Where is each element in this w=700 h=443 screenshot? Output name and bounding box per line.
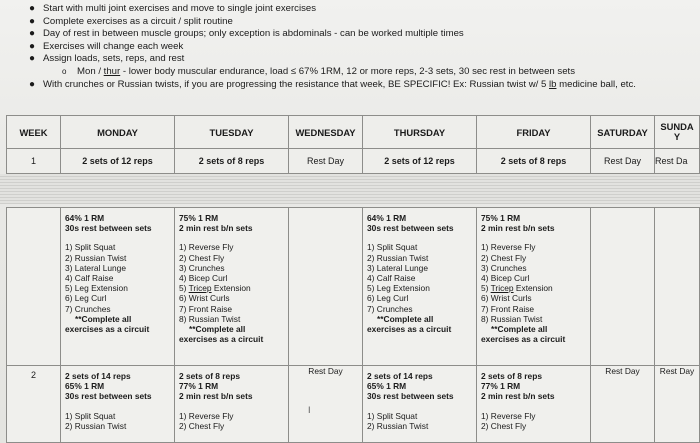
friday-cell: 75% 1 RM 2 min rest b/n sets 1) Reverse Fly 2) Chest Fly 3) Crunches 4) Bicep Curl 5) Tricep Extension 6) Wrist Curls 7) Front Raise 8) Russian Twist **Complete all exercises as a circuit <box>477 208 591 366</box>
header-monday: MONDAY <box>61 116 175 149</box>
table-row <box>7 208 700 366</box>
monday-cell: 64% 1 RM 30s rest between sets 1) Split Squat 2) Russian Twist 3) Lateral Lunge 4) Calf Raise 5) Leg Extension 6) Leg Curl 7) Crunches **Complete all exercises as a circuit <box>61 208 175 366</box>
bullet-icon: ● <box>29 28 36 40</box>
header-week: WEEK <box>7 116 61 149</box>
wednesday-cell <box>289 208 363 366</box>
bullet-item: ● Day of rest in between muscle groups; only exception is abdominals - can be worked multiple times <box>29 28 464 40</box>
tuesday-cell: 2 sets of 8 reps 77% 1 RM 2 min rest b/n sets 1) Reverse Fly 2) Chest Fly <box>175 366 289 443</box>
week-cell <box>7 208 61 366</box>
sub-bullet-item: o Mon / thur - lower body muscular endurance, load ≤ 67% 1RM, 12 or more reps, 2-3 sets, 30 sec rest in between sets <box>62 65 576 77</box>
header-friday: FRIDAY <box>477 116 591 149</box>
summary-saturday: Rest Day <box>591 149 655 174</box>
bullet-icon: ● <box>29 40 36 52</box>
schedule-detail-table <box>6 207 700 443</box>
header-tuesday: TUESDAY <box>175 116 289 149</box>
instruction-list <box>0 3 700 91</box>
summary-sunday: Rest Da <box>655 149 700 174</box>
bullet-icon: ● <box>29 15 36 27</box>
saturday-cell <box>591 208 655 366</box>
summary-monday: 2 sets of 12 reps <box>61 149 175 174</box>
header-saturday: SATURDAY <box>591 116 655 149</box>
bullet-icon: ● <box>29 3 36 14</box>
summary-wednesday: Rest Day <box>289 149 363 174</box>
summary-thursday: 2 sets of 12 reps <box>363 149 477 174</box>
monday-cell: 2 sets of 14 reps 65% 1 RM 30s rest between sets 1) Split Squat 2) Russian Twist <box>61 366 175 443</box>
sunday-cell: Rest Day <box>655 366 700 443</box>
thursday-cell: 64% 1 RM 30s rest between sets 1) Split Squat 2) Russian Twist 3) Lateral Lunge 4) Calf Raise 5) Leg Extension 6) Leg Curl 7) Crunches **Complete all exercises as a circuit <box>363 208 477 366</box>
thursday-cell: 2 sets of 14 reps 65% 1 RM 30s rest between sets 1) Split Squat 2) Russian Twist <box>363 366 477 443</box>
header-sunday: SUNDA Y <box>655 116 700 149</box>
bullet-item: ● Exercises will change each week <box>29 40 184 52</box>
bullet-item: ● With crunches or Russian twists, if you are progressing the resistance that week, BE SPECIFIC! Ex: Russian twist w/ 5 lb medicine ball, etc. <box>29 78 636 90</box>
table-row <box>7 366 700 443</box>
bullet-item: ● Assign loads, sets, reps, and rest <box>29 53 185 65</box>
summary-tuesday: 2 sets of 8 reps <box>175 149 289 174</box>
bullet-icon: ● <box>29 78 36 90</box>
circle-bullet-icon: o <box>62 66 67 76</box>
schedule-header-table <box>6 115 700 174</box>
page-gap <box>0 174 700 204</box>
bullet-icon: ● <box>29 53 36 65</box>
week-number: 2 <box>7 366 61 443</box>
tuesday-cell: 75% 1 RM 2 min rest b/n sets 1) Reverse Fly 2) Chest Fly 3) Crunches 4) Bicep Curl 5) Tricep Extension 6) Wrist Curls 7) Front Raise 8) Russian Twist **Complete all exercises as a circuit <box>175 208 289 366</box>
header-wednesday: WEDNESDAY <box>289 116 363 149</box>
sunday-cell <box>655 208 700 366</box>
summary-friday: 2 sets of 8 reps <box>477 149 591 174</box>
bullet-item: ● Start with multi joint exercises and move to single joint exercises <box>29 3 317 14</box>
wednesday-cell: Rest Day <box>289 366 363 443</box>
bullet-item: ● Complete exercises as a circuit / split routine <box>29 15 233 27</box>
friday-cell: 2 sets of 8 reps 77% 1 RM 2 min rest b/n sets 1) Reverse Fly 2) Chest Fly <box>477 366 591 443</box>
saturday-cell: Rest Day <box>591 366 655 443</box>
text-cursor-icon: I <box>308 405 311 415</box>
header-thursday: THURSDAY <box>363 116 477 149</box>
week-number: 1 <box>7 149 61 174</box>
